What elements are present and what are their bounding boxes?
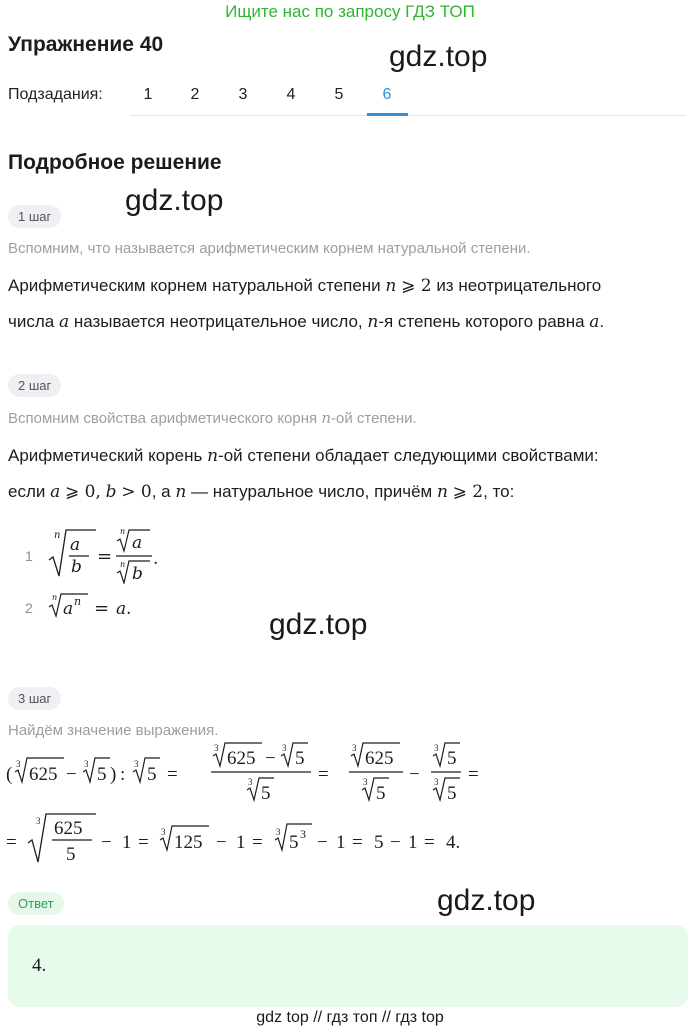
active-tab-indicator	[367, 113, 408, 116]
answer-badge: Ответ	[8, 892, 64, 915]
tab-subtask-4[interactable]: 4	[286, 86, 296, 103]
subtasks-label: Подзадания:	[8, 86, 103, 103]
svg-text:a: a	[132, 533, 143, 553]
svg-text:n: n	[54, 530, 61, 541]
svg-text:−: −	[317, 832, 328, 853]
step-2-line-2: если a ⩾ 0, b > 0, а n — натуральное число, причём n ⩾ 2, то:	[8, 482, 515, 502]
svg-text:a: a	[63, 599, 74, 619]
svg-text:=: =	[138, 832, 149, 853]
svg-text:−: −	[390, 832, 401, 853]
svg-text:5: 5	[97, 764, 107, 785]
svg-text:5: 5	[447, 748, 457, 769]
step-1-line-2: числа a называется неотрицательное число, n-я степень которого равна a.	[8, 312, 605, 332]
svg-text:625: 625	[29, 764, 58, 785]
svg-text:5: 5	[447, 783, 457, 804]
svg-text:3: 3	[276, 827, 281, 837]
svg-text:1: 1	[122, 832, 132, 853]
svg-text:1: 1	[236, 832, 246, 853]
watermark-text: gdz.top	[437, 884, 536, 917]
step-1-hint: Вспомним, что называется арифметическим корнем натуральной степени.	[8, 240, 531, 257]
svg-text:125: 125	[174, 832, 203, 853]
svg-text:3: 3	[282, 743, 287, 753]
property-number: 1	[25, 548, 33, 564]
watermark-text: gdz.top	[389, 40, 488, 73]
watermark-text: gdz.top	[269, 608, 368, 641]
svg-text:3: 3	[16, 759, 21, 769]
svg-text:625: 625	[365, 748, 394, 769]
svg-text:3: 3	[248, 777, 253, 787]
svg-text:b: b	[71, 557, 82, 577]
svg-text:.: .	[153, 549, 159, 569]
step-1-badge: 1 шаг	[8, 205, 61, 228]
svg-text:=: =	[352, 832, 363, 853]
svg-text:n: n	[74, 595, 82, 608]
property-2-formula	[44, 588, 164, 624]
footer-links: gdz top // гдз топ // гдз top	[256, 1009, 444, 1026]
svg-text:3: 3	[352, 743, 357, 753]
answer-value: 4.	[32, 955, 47, 976]
svg-text:=: =	[252, 832, 263, 853]
svg-text:5: 5	[376, 783, 386, 804]
svg-text:n: n	[120, 560, 126, 569]
svg-text:.: .	[126, 599, 132, 619]
svg-text:4.: 4.	[446, 832, 461, 853]
svg-text:1: 1	[408, 832, 418, 853]
answer-box	[8, 925, 688, 1007]
svg-text:=: =	[167, 764, 178, 785]
tab-subtask-6[interactable]: 6	[382, 86, 392, 103]
svg-text:3: 3	[36, 816, 41, 826]
tab-subtask-5[interactable]: 5	[334, 86, 344, 103]
svg-text:=: =	[468, 764, 479, 785]
property-number: 2	[25, 600, 33, 616]
svg-text:−: −	[216, 832, 227, 853]
svg-text:=: =	[94, 598, 110, 619]
svg-text:625: 625	[54, 818, 83, 839]
svg-text:3: 3	[363, 777, 368, 787]
step-3-formula-line-1	[6, 742, 496, 812]
solution-title: Подробное решение	[8, 151, 222, 174]
step-2-badge: 2 шаг	[8, 374, 61, 397]
svg-text:=: =	[6, 832, 17, 853]
step-1-line-1: Арифметическим корнем натуральной степени n ⩾ 2 из неотрицательного	[8, 276, 602, 296]
svg-text:b: b	[132, 564, 143, 584]
svg-text:3: 3	[84, 759, 89, 769]
svg-text:5: 5	[289, 832, 299, 853]
svg-text:): )	[110, 764, 117, 785]
svg-text:3: 3	[214, 743, 219, 753]
svg-text:n: n	[52, 593, 58, 602]
tab-subtask-1[interactable]: 1	[143, 86, 153, 103]
svg-text:=: =	[318, 764, 329, 785]
svg-text:n: n	[120, 527, 126, 536]
svg-text:5: 5	[374, 832, 384, 853]
svg-text:5: 5	[261, 783, 271, 804]
tabs-divider	[130, 115, 686, 116]
svg-text:5: 5	[147, 764, 157, 785]
step-3-badge: 3 шаг	[8, 687, 61, 710]
svg-text:5: 5	[295, 748, 305, 769]
svg-text:3: 3	[300, 827, 306, 841]
svg-text:=: =	[97, 546, 113, 567]
property-1-formula	[44, 524, 174, 584]
search-banner-link[interactable]: Ищите нас по запросу ГДЗ ТОП	[225, 2, 475, 21]
svg-text:3: 3	[434, 777, 439, 787]
svg-text:3: 3	[134, 759, 139, 769]
step-2-hint: Вспомним свойства арифметического корня n-ой степени.	[8, 409, 417, 427]
svg-text:=: =	[424, 832, 435, 853]
watermark-text: gdz.top	[125, 184, 224, 217]
step-2-line-1: Арифметический корень n-ой степени обладает следующими свойствами:	[8, 446, 599, 466]
svg-text:5: 5	[66, 844, 76, 865]
svg-text:625: 625	[227, 748, 256, 769]
svg-text:3: 3	[161, 827, 166, 837]
svg-text:1: 1	[336, 832, 346, 853]
svg-text:(: (	[6, 764, 13, 785]
svg-text::: :	[120, 764, 126, 785]
svg-text:a: a	[116, 599, 127, 619]
step-3-formula-line-2	[6, 810, 486, 870]
svg-text:3: 3	[434, 743, 439, 753]
exercise-title: Упражнение 40	[8, 33, 164, 56]
svg-text:−: −	[409, 764, 420, 785]
svg-text:a: a	[70, 535, 81, 555]
svg-text:−: −	[101, 832, 112, 853]
tab-subtask-3[interactable]: 3	[238, 86, 248, 103]
step-3-hint: Найдём значение выражения.	[8, 722, 219, 739]
svg-text:−: −	[265, 748, 276, 769]
tab-subtask-2[interactable]: 2	[190, 86, 200, 103]
svg-text:−: −	[66, 764, 77, 785]
